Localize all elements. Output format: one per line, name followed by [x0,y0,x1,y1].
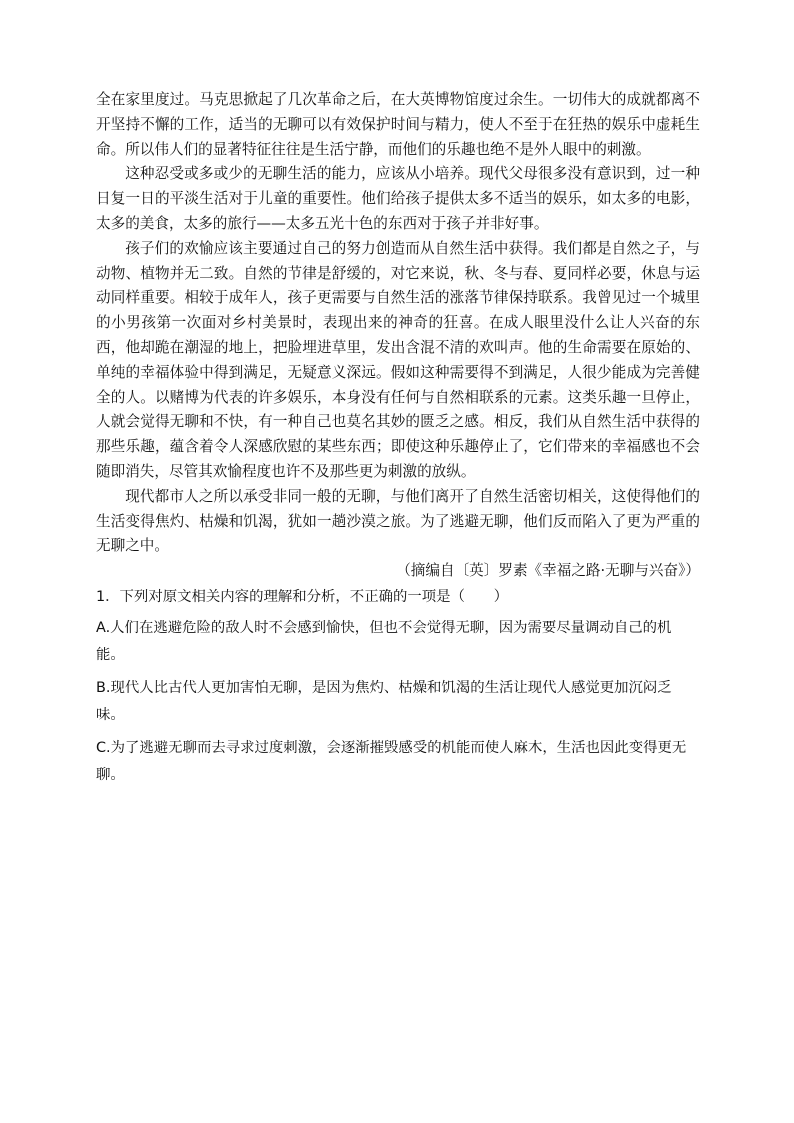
document-page [96,88,700,795]
question-section [96,584,700,789]
passage-source-citation: （摘编自〔英〕罗素《幸福之路·无聊与兴奋》） [396,562,700,580]
question-1-option-a: A.人们在逃避危险的敌人时不会感到愉快，但也不会觉得无聊，因为需要尽量调动自己的机能。 [96,619,672,663]
reading-passage [96,88,700,559]
passage-paragraph-2: 这种忍受或多或少的无聊生活的能力，应该从小培养。现代父母很多没有意识到，过一种日复一日的平淡生活对于儿童的重要性。他们给孩子提供太多不适当的娱乐，如太多的电影，太多的美食，太多的旅行——太多五光十色的东西对于孩子并非好事。 [96,165,700,232]
passage-paragraph-1: 全在家里度过。马克思掀起了几次革命之后，在大英博物馆度过余生。一切伟大的成就都离不开坚持不懈的工作，适当的无聊可以有效保护时间与精力，使人不至于在狂热的娱乐中虚耗生命。所以伟人们的显著特征往往是生活宁静，而他们的乐趣也绝不是外人眼中的刺激。 [96,91,700,158]
passage-paragraph-3: 孩子们的欢愉应该主要通过自己的努力创造而从自然生活中获得。我们都是自然之子，与动物、植物并无二致。自然的节律是舒缓的，对它来说，秋、冬与春、夏同样必要，休息与运动同样重要。相较于成年人，孩子更需要与自然生活的涨落节律保持联系。我曾见过一个城里的小男孩第一次面对乡村美景时，表现出来的神奇的狂喜。在成人眼里没什么让人兴奋的东西，他却跪在潮湿的地上，把脸埋进草里，发出含混不清的欢叫声。他的生命需要在原始的、单纯的幸福体验中得到满足，无疑意义深远。假如这种需要得不到满足，人很少能成为完善健全的人。以赌博为代表的许多娱乐，本身没有任何与自然相联系的元素。这类乐趣一旦停止，人就会觉得无聊和不快，有一种自己也莫名其妙的匮乏之感。相反，我们从自然生活中获得的那些乐趣，蕴含着令人深感欣慰的某些东西；即使这种乐趣停止了，它们带来的幸福感也不会随即消失，尽管其欢愉程度也许不及那些更为刺激的放纵。 [96,239,700,480]
question-1-option-c: C.为了逃避无聊而去寻求过度刺激，会逐渐摧毁感受的机能而使人麻木，生活也因此变得更无聊。 [96,739,687,783]
passage-paragraph-4: 现代都市人之所以承受非同一般的无聊，与他们离开了自然生活密切相关，这使得他们的生活变得焦灼、枯燥和饥渴，犹如一趟沙漠之旅。为了逃避无聊，他们反而陷入了更为严重的无聊之中。 [96,487,700,555]
question-1-stem: 1．下列对原文相关内容的理解和分析，不正确的一项是（ ） [96,588,509,605]
question-1-option-b: B.现代人比古代人更加害怕无聊，是因为焦灼、枯燥和饥渴的生活让现代人感觉更加沉闷乏味。 [96,679,672,723]
